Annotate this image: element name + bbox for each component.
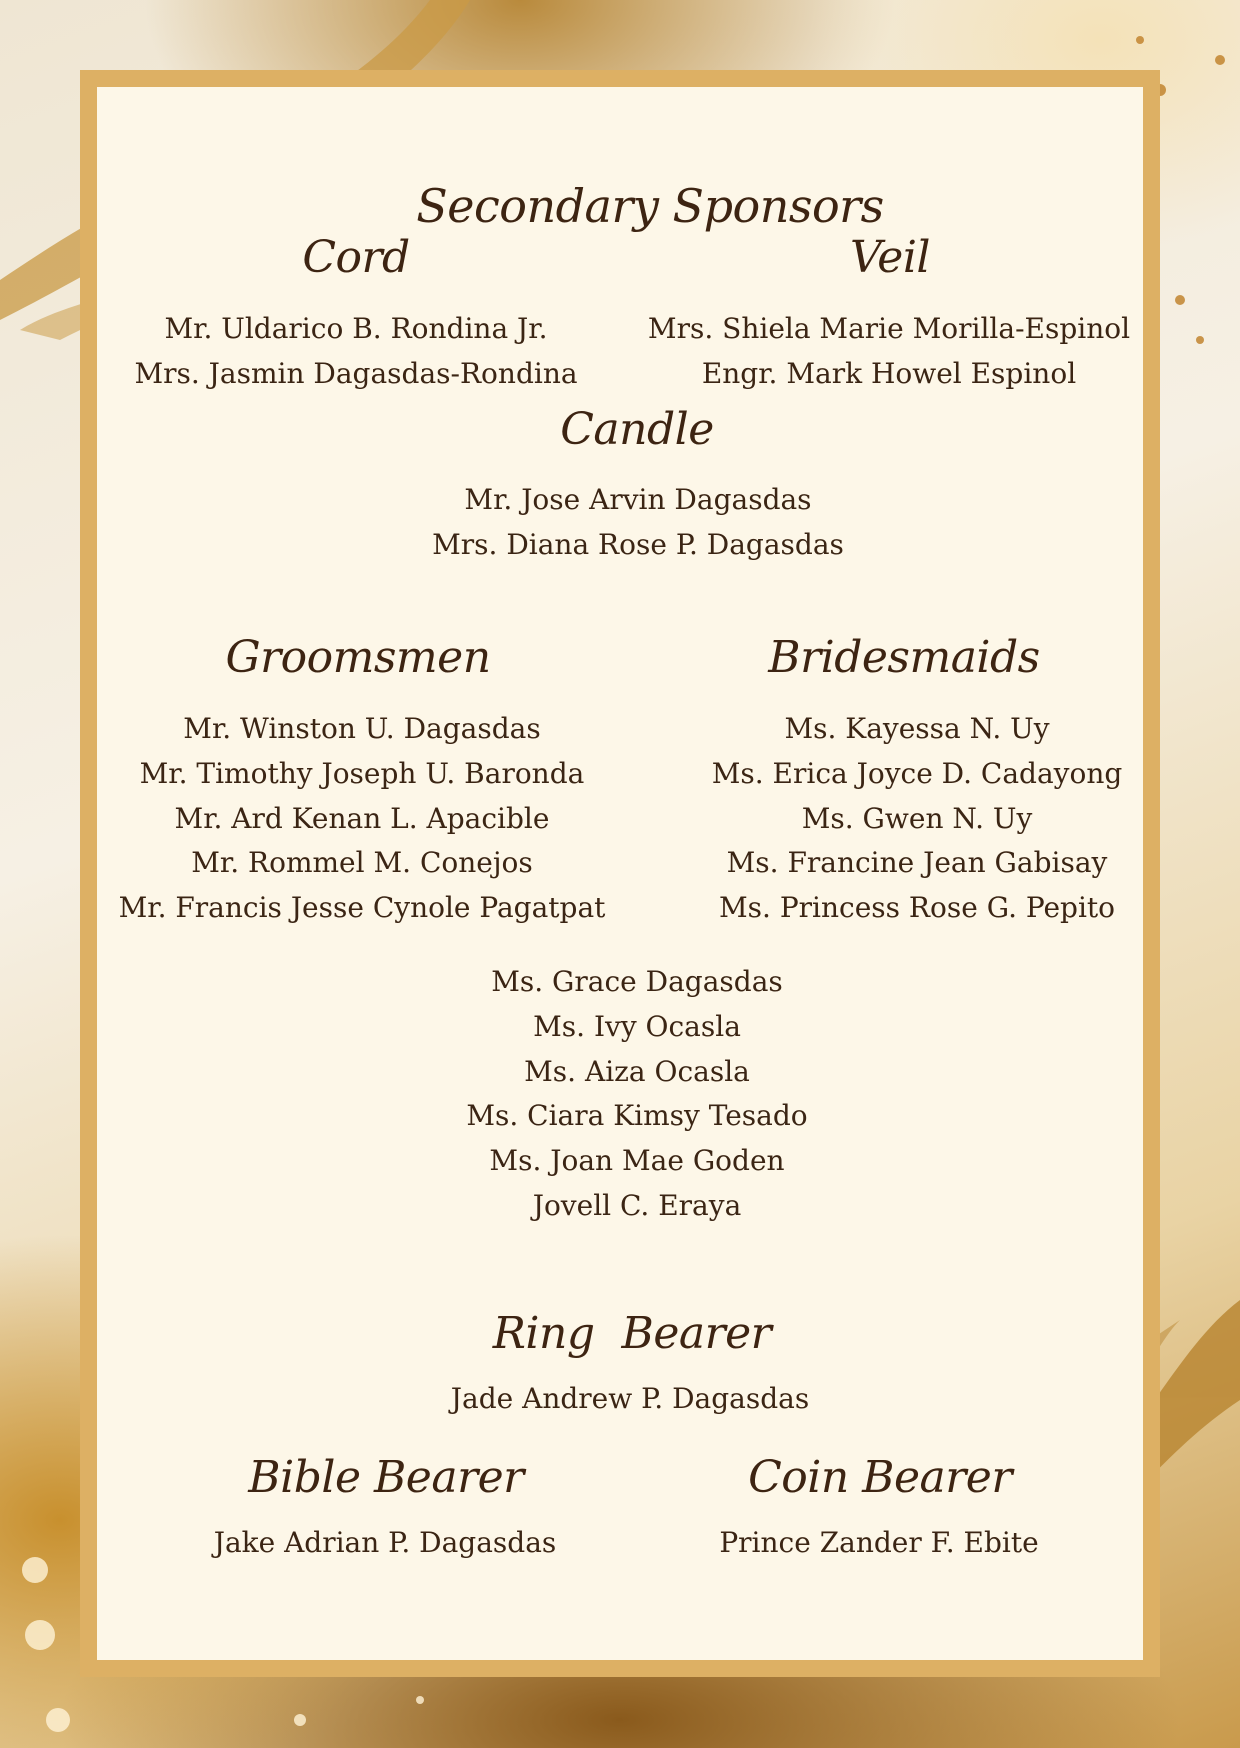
bible-bearer-name: Jake Adrian P. Dagasdas: [213, 1526, 557, 1559]
cord-names: [134, 307, 577, 397]
list-item: Ms. Princess Rose G. Pepito: [718, 891, 1116, 925]
ring-bearer-heading: Ring Bearer: [492, 1308, 772, 1359]
list-item: Engr. Mark Howel Espinol: [701, 356, 1077, 390]
list-item: Ms. Erica Joyce D. Cadayong: [711, 756, 1123, 790]
list-item: Ms. Ciara Kimsy Tesado: [466, 1099, 808, 1133]
list-item: Mrs. Shiela Marie Morilla-Espinol: [647, 312, 1131, 345]
list-item: Mr. Jose Arvin Dagasdas: [464, 483, 812, 516]
candle-heading: Candle: [560, 404, 714, 455]
list-item: Ms. Aiza Ocasla: [524, 1054, 750, 1088]
bridesmaids-extra-names: [466, 960, 807, 1229]
list-item: Ms. Grace Dagasdas: [491, 965, 783, 998]
groomsmen-names: [119, 707, 606, 931]
list-item: Jovell C. Eraya: [532, 1188, 742, 1222]
veil-names: [648, 307, 1130, 397]
page-title: Secondary Sponsors: [416, 179, 884, 233]
list-item: Mr. Francis Jesse Cynole Pagatpat: [118, 891, 606, 925]
list-item: Mr. Ard Kenan L. Apacible: [174, 801, 550, 835]
list-item: Ms. Francine Jean Gabisay: [726, 846, 1108, 880]
candle-names: [432, 478, 844, 568]
bridesmaids-heading: Bridesmaids: [768, 632, 1040, 683]
bible-bearer-heading: Bible Bearer: [248, 1452, 524, 1503]
veil-heading: Veil: [850, 232, 930, 283]
cord-heading: Cord: [302, 232, 410, 283]
list-item: Ms. Joan Mae Goden: [489, 1144, 785, 1178]
list-item: Ms. Ivy Ocasla: [533, 1009, 741, 1043]
list-item: Mr. Timothy Joseph U. Baronda: [139, 756, 585, 790]
coin-bearer-heading: Coin Bearer: [748, 1452, 1012, 1503]
list-item: Mrs. Jasmin Dagasdas-Rondina: [134, 356, 578, 390]
bridesmaids-names: [712, 707, 1123, 931]
list-item: Mr. Rommel M. Conejos: [191, 846, 533, 880]
coin-bearer-name: Prince Zander F. Ebite: [719, 1526, 1039, 1559]
list-item: Mr. Winston U. Dagasdas: [183, 712, 541, 745]
list-item: Ms. Kayessa N. Uy: [784, 712, 1050, 745]
ring-bearer-name: Jade Andrew P. Dagasdas: [450, 1382, 810, 1415]
list-item: Mr. Uldarico B. Rondina Jr.: [164, 312, 548, 345]
list-item: Mrs. Diana Rose P. Dagasdas: [432, 527, 844, 561]
list-item: Ms. Gwen N. Uy: [801, 801, 1033, 835]
groomsmen-heading: Groomsmen: [225, 632, 491, 683]
